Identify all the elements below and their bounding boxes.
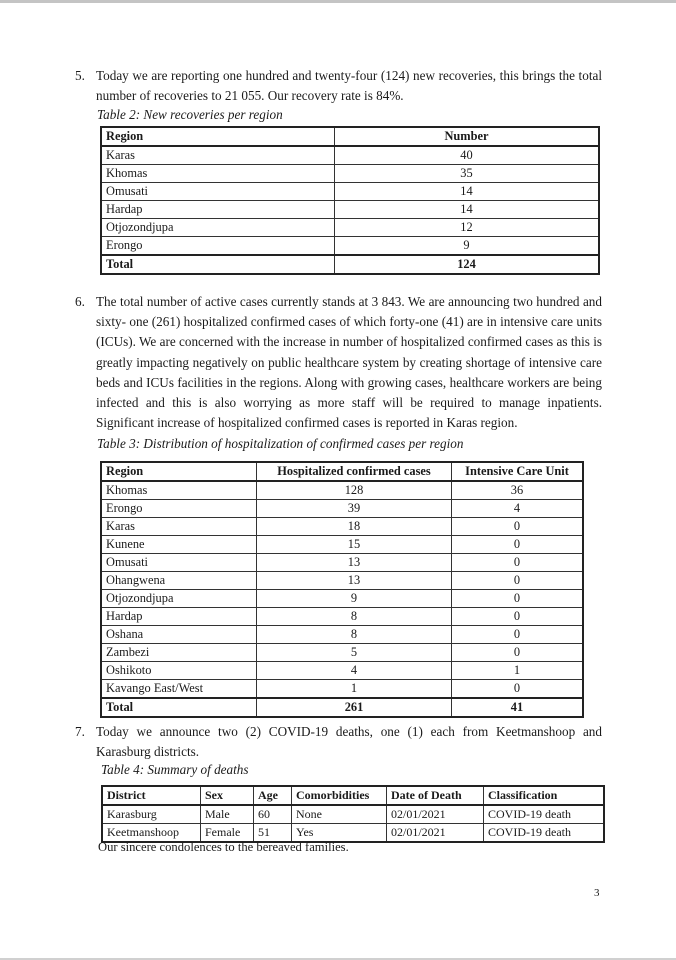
district-cell: Keetmanshoop [102,824,201,843]
sex-cell: Male [201,805,254,824]
column-header: Age [254,786,292,805]
icu-cell: 36 [452,481,584,500]
hospitalized-cell: 15 [257,536,452,554]
date-cell: 02/01/2021 [387,805,484,824]
region-cell: Hardap [101,201,335,219]
table-row [101,146,599,165]
recoveries-table [100,126,600,275]
classification-cell: COVID-19 death [484,824,605,843]
region-cell: Erongo [101,237,335,256]
hospitalized-cell: 9 [257,590,452,608]
hospitalized-cell: 39 [257,500,452,518]
hospitalized-cell: 13 [257,554,452,572]
column-header: Region [101,127,335,146]
page-number: 3 [594,887,600,899]
table-row [101,219,599,237]
icu-cell: 0 [452,590,584,608]
icu-cell: 0 [452,554,584,572]
region-cell: Otjozondjupa [101,219,335,237]
total-row [101,698,583,717]
date-cell: 02/01/2021 [387,824,484,843]
district-cell: Karasburg [102,805,201,824]
section-5-paragraph [75,66,602,106]
hospitalized-cell: 18 [257,518,452,536]
total-hospitalized: 261 [257,698,452,717]
region-cell: Khomas [101,165,335,183]
deaths-table [101,785,605,843]
table-row [101,644,583,662]
hospitalized-cell: 1 [257,680,452,699]
number-cell: 9 [335,237,600,256]
table-row [101,237,599,256]
region-cell: Hardap [101,608,257,626]
condolences-note: Our sincere condolences to the bereaved families. [98,840,349,854]
region-cell: Erongo [101,500,257,518]
region-cell: Oshikoto [101,662,257,680]
icu-cell: 0 [452,626,584,644]
number-cell: 14 [335,183,600,201]
column-header: Sex [201,786,254,805]
icu-cell: 0 [452,644,584,662]
table-row [101,572,583,590]
icu-cell: 0 [452,572,584,590]
section-text: The total number of active cases currently stands at 3 843. We are announcing two hundred and sixty- one (261) hospitalized confirmed cases of which forty-one (41) are in intensive care units (ICUs). We are concerned with the increase in number of hospitalized confirmed cases as this is greatly impacting negatively on public healthcare system by creating shortage of intensive care beds and ICUs facilities in the regions. Along with growing cases, healthcare workers are being infected and this is also worrying as more staff will be required to manage inpatients. Significant increase of hospitalized confirmed cases is reported in Karas region. [96,294,602,431]
icu-cell: 0 [452,518,584,536]
section-number: 5. [75,68,85,83]
table-row [101,183,599,201]
region-cell: Oshana [101,626,257,644]
region-cell: Otjozondjupa [101,590,257,608]
column-header: Date of Death [387,786,484,805]
column-header: Classification [484,786,605,805]
hospitalized-cell: 128 [257,481,452,500]
section-number: 7. [75,724,85,739]
total-icu: 41 [452,698,584,717]
table-row [101,662,583,680]
table-4-caption: Table 4: Summary of deaths [101,762,249,777]
table-row [101,626,583,644]
table-row [102,805,604,824]
hospitalized-cell: 13 [257,572,452,590]
total-label: Total [101,255,335,274]
total-row [101,255,599,274]
age-cell: 60 [254,805,292,824]
column-header: Hospitalized confirmed cases [257,462,452,481]
hospitalized-cell: 8 [257,626,452,644]
section-6-paragraph [75,292,602,433]
section-text: Today we announce two (2) COVID-19 deaths, one (1) each from Keetmanshoop and Karasburg districts. [96,724,602,760]
table-3-caption: Table 3: Distribution of hospitalization of confirmed cases per region [97,436,464,451]
column-header: Intensive Care Unit [452,462,584,481]
table-2-caption: Table 2: New recoveries per region [97,107,283,122]
column-header: Comorbidities [292,786,387,805]
region-cell: Khomas [101,481,257,500]
comorbidities-cell: None [292,805,387,824]
table-row [101,201,599,219]
hospitalized-cell: 5 [257,644,452,662]
region-cell: Omusati [101,554,257,572]
total-label: Total [101,698,257,717]
table-row [101,680,583,699]
total-value: 124 [335,255,600,274]
table-row [101,500,583,518]
hospitalization-table [100,461,584,718]
section-7-paragraph [75,722,602,762]
region-cell: Karas [101,518,257,536]
icu-cell: 0 [452,608,584,626]
table-row [101,554,583,572]
comorbidities-cell: Yes [292,824,387,843]
icu-cell: 1 [452,662,584,680]
number-cell: 14 [335,201,600,219]
table-row [101,165,599,183]
number-cell: 12 [335,219,600,237]
region-cell: Zambezi [101,644,257,662]
region-cell: Karas [101,146,335,165]
region-cell: Kunene [101,536,257,554]
table-row [101,608,583,626]
region-cell: Kavango East/West [101,680,257,699]
sex-cell: Female [201,824,254,843]
classification-cell: COVID-19 death [484,805,605,824]
region-cell: Omusati [101,183,335,201]
icu-cell: 0 [452,680,584,699]
section-text: Today we are reporting one hundred and twenty-four (124) new recoveries, this brings the total number of recoveries to 21 055. Our recovery rate is 84%. [96,68,602,104]
table-row [101,481,583,500]
section-number: 6. [75,294,85,309]
column-header: Number [335,127,600,146]
top-border [0,0,676,3]
icu-cell: 0 [452,536,584,554]
icu-cell: 4 [452,500,584,518]
column-header: District [102,786,201,805]
number-cell: 40 [335,146,600,165]
number-cell: 35 [335,165,600,183]
hospitalized-cell: 4 [257,662,452,680]
table-row [101,518,583,536]
hospitalized-cell: 8 [257,608,452,626]
table-row [101,590,583,608]
table-row [101,536,583,554]
age-cell: 51 [254,824,292,843]
region-cell: Ohangwena [101,572,257,590]
column-header: Region [101,462,257,481]
